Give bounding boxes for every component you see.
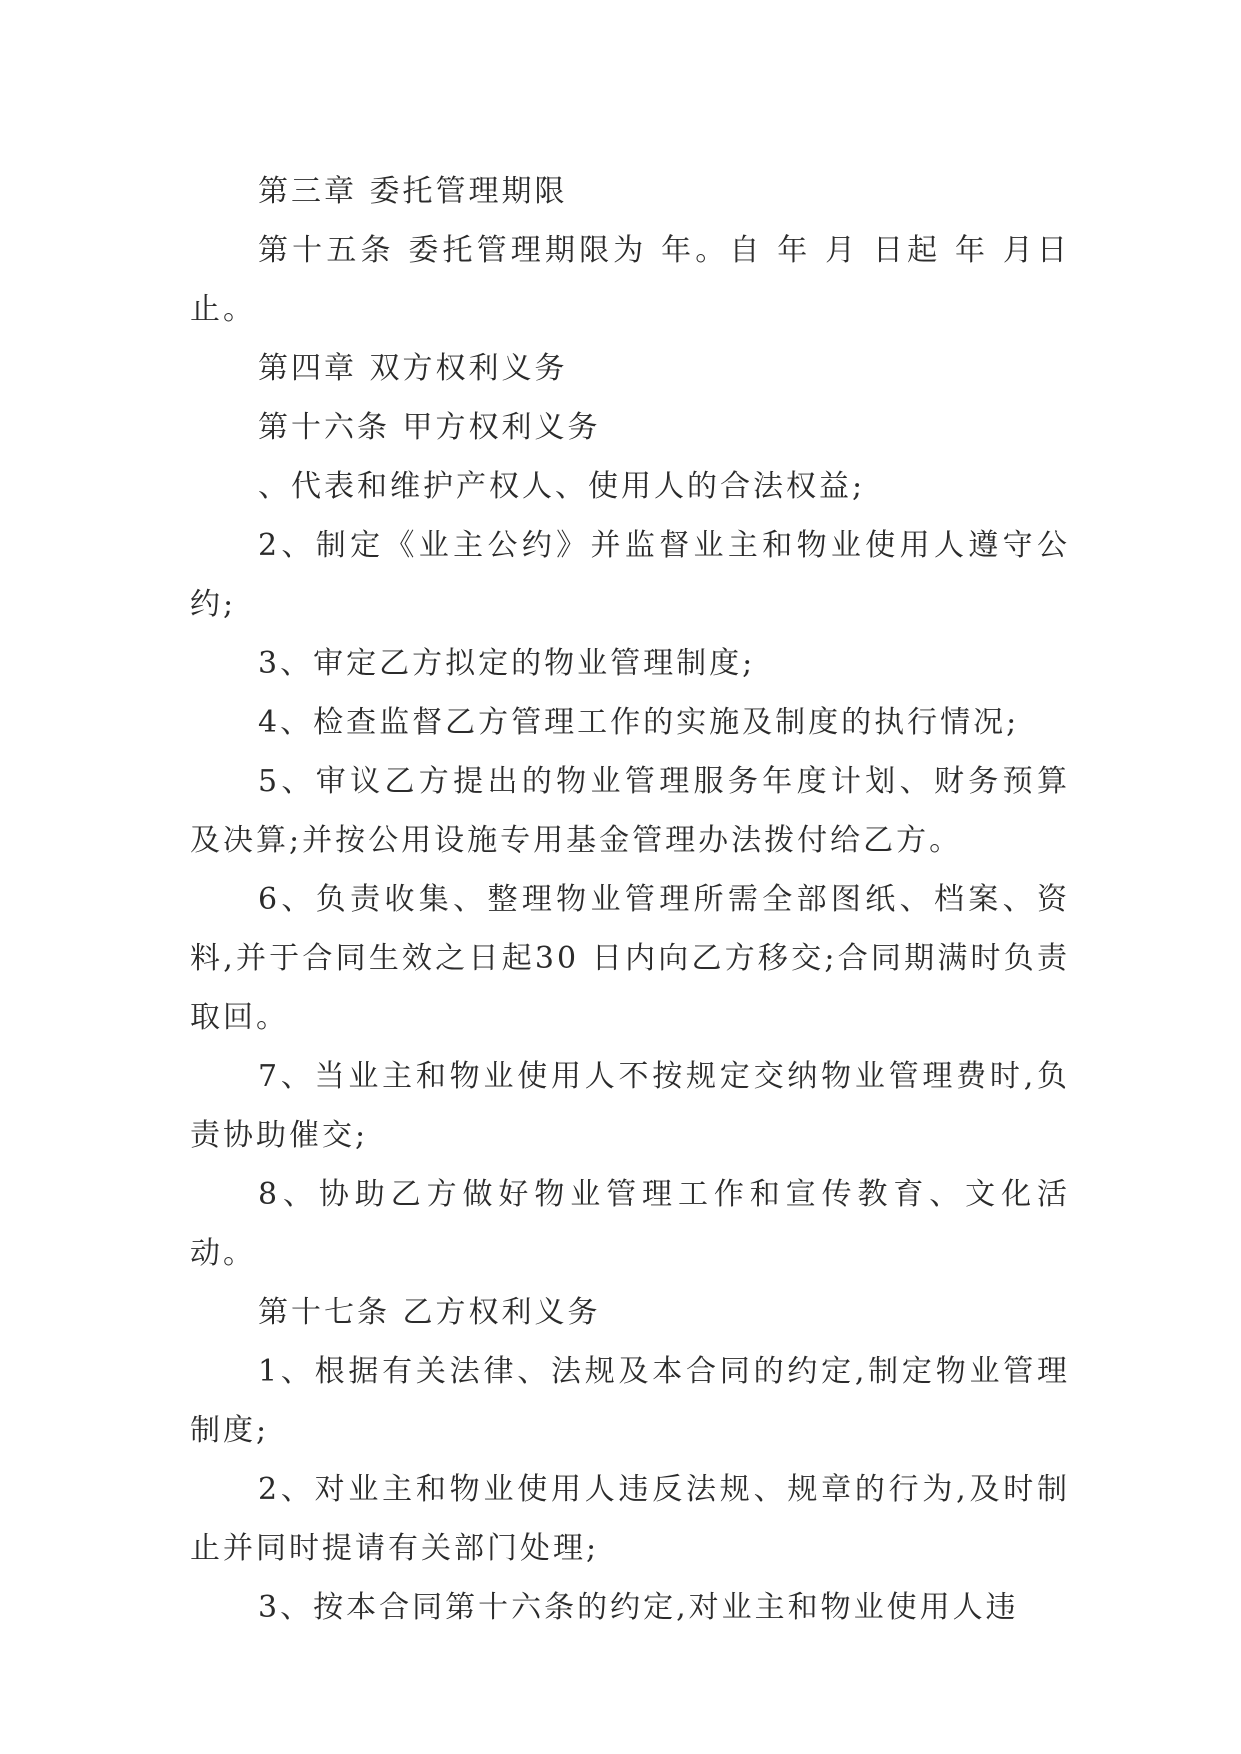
article-17-item-1: 1、根据有关法律、法规及本合同的约定,制定物业管理制度;: [190, 1354, 1070, 1448]
chapter-heading-3: 第三章 委托管理期限: [258, 174, 568, 209]
article-16-item-8: 8、协助乙方做好物业管理工作和宣传教育、文化活动。: [190, 1177, 1070, 1271]
article-17-item-3: 3、按本合同第十六条的约定,对业主和物业使用人违: [258, 1590, 1019, 1625]
article-16-item-4: 4、检查监督乙方管理工作的实施及制度的执行情况;: [258, 705, 1020, 740]
document-body: [190, 162, 1070, 1637]
article-16-item-3: 3、审定乙方拟定的物业管理制度;: [258, 646, 756, 681]
article-17-item-2: 2、对业主和物业使用人违反法规、规章的行为,及时制止并同时提请有关部门处理;: [190, 1472, 1070, 1566]
chapter-heading-4: 第四章 双方权利义务: [258, 351, 568, 386]
article-16-item-2: 2、制定《业主公约》并监督业主和物业使用人遵守公约;: [190, 528, 1070, 622]
article-16-item-5: 5、审议乙方提出的物业管理服务年度计划、财务预算及决算;并按公用设施专用基金管理办法拨付给乙方。: [190, 764, 1070, 858]
article-16-item-1: 、代表和维护产权人、使用人的合法权益;: [258, 469, 866, 504]
article-16-item-7: 7、当业主和物业使用人不按规定交纳物业管理费时,负责协助催交;: [190, 1059, 1070, 1153]
article-16-heading: 第十六条 甲方权利义务: [258, 410, 601, 445]
article-15: 第十五条 委托管理期限为 年。自 年 月 日起 年 月日止。: [190, 233, 1070, 327]
article-17-heading: 第十七条 乙方权利义务: [258, 1295, 601, 1330]
article-16-item-6: 6、负责收集、整理物业管理所需全部图纸、档案、资料,并于合同生效之日起30 日内向乙方移交;合同期满时负责取回。: [190, 882, 1070, 1035]
